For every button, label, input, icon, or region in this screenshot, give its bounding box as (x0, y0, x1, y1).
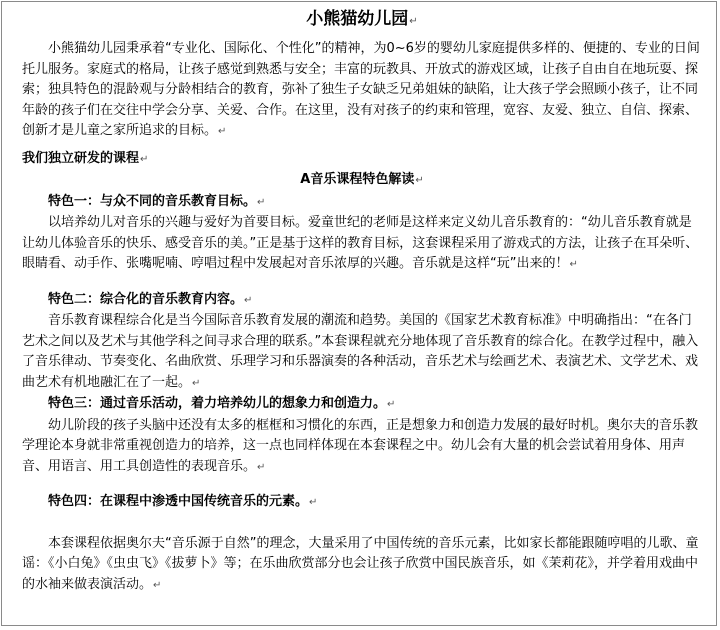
feature-body-text: 幼儿阶段的孩子头脑中还没有太多的框框和习惯化的东西，正是想象力和创造力发展的最好时机。奥尔夫的音乐教学理论本身就非常重视创造力的培养，这一点也同样体现在本套课程之中。幼儿会有大量的机会尝试着用身体、用声音、用语言、用工具创造性的表现音乐。 (22, 417, 699, 474)
paragraph-mark-icon: ↵ (415, 175, 424, 186)
document-page (1, 1, 717, 626)
feature-4-body (22, 534, 702, 597)
blank-line (22, 514, 702, 534)
feature-title-text: 特色四：在课程中渗透中国传统音乐的元素。 (48, 494, 309, 509)
paragraph-mark-icon: ↵ (140, 153, 149, 165)
feature-3-body (22, 416, 702, 479)
feature-body-text: 以培养幼儿对音乐的兴趣与爱好为首要目标。爱童世纪的老师是这样来定义幼儿音乐教育的：“幼儿音乐教育就是让幼儿体验音乐的快乐、感受音乐的美。”正是基于这样的教育目标，这套课程采用了游戏式的方法，让孩子在耳朵听、眼睛看、动手作、张嘴呢喃、哼唱过程中发展起对音乐浓厚的兴趣。音乐就是这样“玩”出来的！ (22, 215, 699, 271)
section-heading (22, 149, 702, 171)
intro-paragraph (22, 39, 702, 143)
course-subheading-text: A音乐课程特色解读 (300, 172, 415, 187)
paragraph-mark-icon: ↵ (218, 126, 227, 137)
feature-title-text: 特色一：与众不同的音乐教育目标。 (48, 193, 257, 209)
feature-title-text: 特色三：通过音乐活动，着力培养幼儿的想象力和创造力。 (48, 396, 387, 411)
feature-1-title (22, 192, 702, 214)
feature-4-title (22, 492, 702, 514)
paragraph-mark-icon: ↵ (387, 399, 396, 410)
feature-2-title (22, 290, 702, 312)
paragraph-mark-icon: ↵ (309, 497, 318, 508)
course-subheading (22, 170, 702, 192)
feature-title-text: 特色二：综合化的音乐教育内容。 (48, 291, 244, 307)
feature-body-text: 本套课程依据奥尔夫“音乐源于自然”的理念，大量采用了中国传统的音乐元素，比如家长都能跟随哼唱的儿歌、童谣：《小白兔》《虫虫飞》《拔萝卜》等；在乐曲欣赏部分也会让孩子欣赏中国民族音乐，如《茉莉花》，并学着用戏曲中的水袖来做表演活动。 (22, 535, 699, 592)
section-heading-text: 我们独立研发的课程 (22, 150, 140, 166)
feature-2-body (22, 311, 702, 394)
feature-body-text: 音乐教育课程综合化是当今国际音乐教育发展的潮流和趋势。美国的《国家艺术教育标准》中明确指出：“在各门艺术之间以及艺术与其他学科之间寻求合理的联系。”本套课程就充分地体现了音乐教育的综合化。在教学过程中，融入了音乐律动、节奏变化、名曲欣赏、乐理学习和乐器演奏的各种活动，音乐艺术与绘画艺术、表演艺术、文学艺术、戏曲艺术有机地融汇在了一起。 (22, 313, 699, 390)
paragraph-mark-icon: ↵ (409, 16, 418, 27)
paragraph-mark-icon: ↵ (244, 294, 253, 306)
paragraph-mark-icon: ↵ (257, 461, 266, 473)
paragraph-mark-icon: ↵ (569, 259, 578, 270)
title-text: 小熊猫幼儿园 (306, 9, 409, 29)
blank-line (22, 276, 702, 290)
intro-text: 小熊猫幼儿园秉承着“专业化、国际化、个性化”的精神，为0~6岁的婴幼儿家庭提供多样的、便捷的、专业的日间托儿服务。家庭式的格局，让孩子感觉到熟悉与安全；丰富的玩教具、开放式的游戏区域，让孩子自由自在地玩耍、探索；独具特色的混龄观与分龄相结合的教育，弥补了独生子女缺乏兄弟姐妹的缺陷，让大孩子学会照顾小孩子，让不同年龄的孩子们在交往中学会分享、关爱、合作。在这里，没有对孩子的约束和管理，宽容、友爱、独立、自信、探索、创新才是儿童之家所追求的目标。 (22, 41, 700, 138)
paragraph-mark-icon: ↵ (257, 196, 266, 208)
paragraph-mark-icon: ↵ (192, 377, 201, 389)
blank-line (22, 478, 702, 492)
paragraph-mark-icon: ↵ (153, 579, 162, 591)
feature-3-title (22, 394, 702, 416)
feature-1-body (22, 213, 702, 276)
document-title (22, 6, 702, 35)
